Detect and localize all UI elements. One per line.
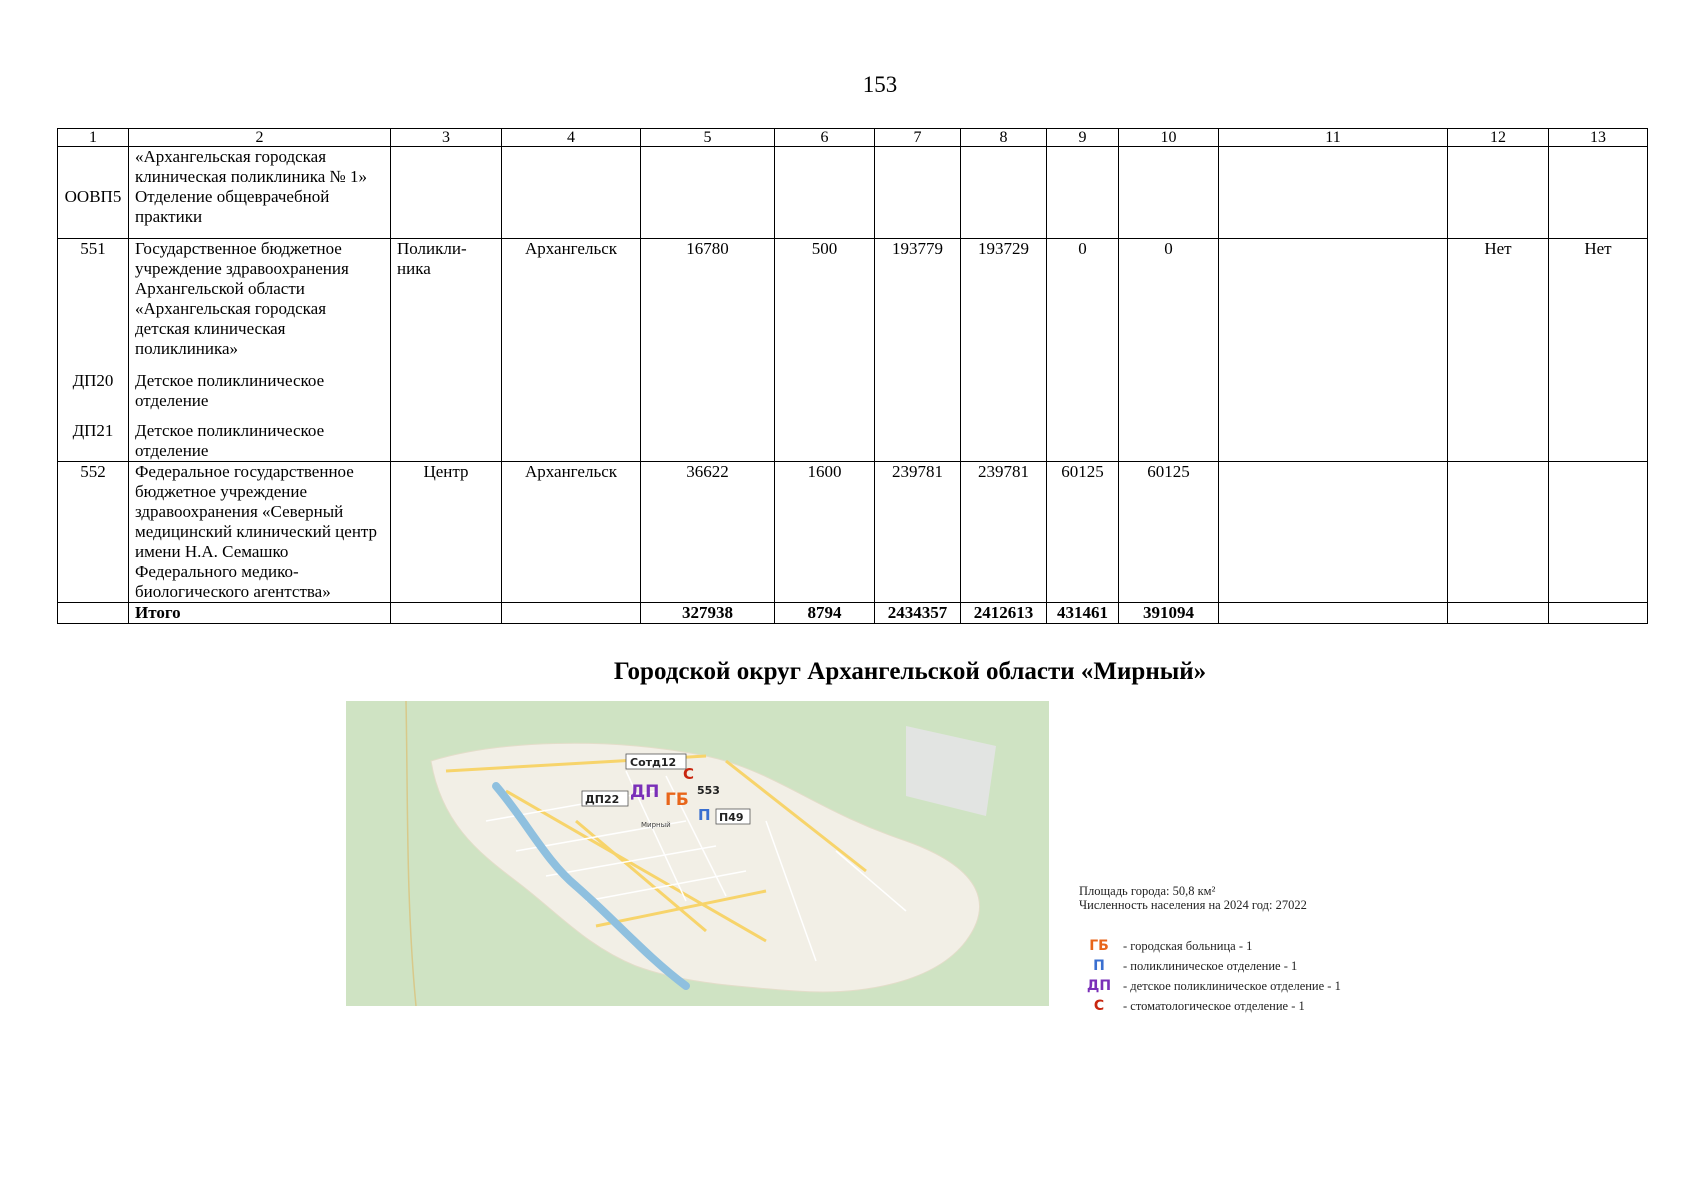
city-cell: Архангельск [502, 462, 641, 603]
legend-text: - городская больница - 1 [1123, 938, 1253, 953]
legend-item [1079, 976, 1599, 996]
code-cell [58, 147, 129, 239]
type-cell: Поликли-ника [391, 239, 502, 462]
page-number: 153 [862, 72, 898, 97]
value-cell: 239781 [875, 462, 961, 603]
city-cell: Архангельск [502, 239, 641, 462]
dental-marker: С [683, 765, 695, 783]
org-name: «Архангельская городская клиническая поликлиника № 1» [135, 147, 367, 186]
column-header: 7 [875, 129, 961, 147]
column-header: 5 [641, 129, 775, 147]
value-cell: 36622 [641, 462, 775, 603]
polyclinic-icon: П [1093, 958, 1105, 974]
value-cell: 0 [1047, 239, 1119, 462]
column-header: 8 [961, 129, 1047, 147]
children-polyclinic-icon: ДП [1086, 978, 1112, 994]
code-dp21: ДП21 [72, 421, 114, 440]
town-name-label: Мирный [641, 821, 671, 829]
facilities-table [57, 128, 1648, 624]
column-header: 6 [775, 129, 875, 147]
value-cell: 60125 [1047, 462, 1119, 603]
table-row [58, 462, 1648, 603]
polyclinic-marker: П [698, 806, 711, 824]
total-value: 431461 [1047, 603, 1119, 624]
city-map [346, 701, 1049, 1006]
code-dp20: ДП20 [72, 371, 114, 390]
value-cell: 500 [775, 239, 875, 462]
sotd-label: Сотд12 [630, 756, 677, 769]
column-header: 11 [1219, 129, 1448, 147]
code-551: 551 [80, 239, 106, 258]
department-name: Детское поликлиническое отделение [135, 371, 325, 410]
value-cell: 16780 [641, 239, 775, 462]
total-value: 2434357 [875, 603, 961, 624]
name-cell [129, 239, 391, 462]
value-cell: 0 [1119, 239, 1219, 462]
city-population: Численность населения на 2024 год: 27022 [1079, 898, 1307, 912]
column-header: 4 [502, 129, 641, 147]
value-cell: 193779 [875, 239, 961, 462]
hospital-icon: ГБ [1089, 938, 1109, 954]
total-row [58, 603, 1648, 624]
code-cell [58, 239, 129, 462]
table-row [58, 147, 1648, 239]
children-polyclinic-marker: ДП [630, 782, 660, 802]
dental-icon: С [1093, 998, 1105, 1014]
table-row [58, 239, 1648, 462]
column-header: 3 [391, 129, 502, 147]
org-name: Государственное бюджетное учреждение здравоохранения Архангельской области «Архангельская городская детская клиническая поликлиника» [135, 239, 349, 358]
hospital-553-label: 553 [697, 784, 720, 797]
value-cell [1219, 239, 1448, 462]
value-cell: 239781 [961, 462, 1047, 603]
column-header: 12 [1448, 129, 1549, 147]
code-oovp5: ООВП5 [64, 187, 122, 206]
p49-label: П49 [719, 811, 744, 824]
map-legend [1079, 884, 1599, 1016]
name-cell: Федеральное государственное бюджетное учреждение здравоохранения «Северный медицинский клинический центр имени Н.А. Семашко Федерального медико-биологического агентства» [129, 462, 391, 603]
value-cell: Нет [1448, 239, 1549, 462]
column-header: 10 [1119, 129, 1219, 147]
code-cell: 552 [58, 462, 129, 603]
column-header: 9 [1047, 129, 1119, 147]
column-header: 13 [1549, 129, 1648, 147]
dp22-label: ДП22 [585, 793, 620, 806]
legend-text: - поликлиническое отделение - 1 [1123, 958, 1298, 973]
total-label: Итого [129, 603, 391, 624]
name-cell [129, 147, 391, 239]
city-hospital-marker: ГБ [665, 790, 689, 810]
total-value: 391094 [1119, 603, 1219, 624]
column-header: 1 [58, 129, 129, 147]
value-cell: Нет [1549, 239, 1648, 462]
column-header: 2 [129, 129, 391, 147]
legend-text: - стоматологическое отделение - 1 [1123, 998, 1305, 1013]
value-cell: 60125 [1119, 462, 1219, 603]
department-name: Отделение общеврачебной практики [135, 187, 330, 226]
legend-text: - детское поликлиническое отделение - 1 [1123, 978, 1341, 993]
total-value: 8794 [775, 603, 875, 624]
legend-item [1079, 936, 1599, 956]
total-value: 2412613 [961, 603, 1047, 624]
department-name: Детское поликлиническое отделение [135, 421, 325, 460]
table-header-row [58, 129, 1648, 147]
legend-item [1079, 956, 1599, 976]
value-cell: 1600 [775, 462, 875, 603]
legend-item [1079, 996, 1599, 1016]
total-value: 327938 [641, 603, 775, 624]
type-cell: Центр [391, 462, 502, 603]
value-cell: 193729 [961, 239, 1047, 462]
city-area: Площадь города: 50,8 км² [1079, 884, 1216, 898]
section-title: Городской округ Архангельской области «Мирный» [613, 658, 1207, 685]
